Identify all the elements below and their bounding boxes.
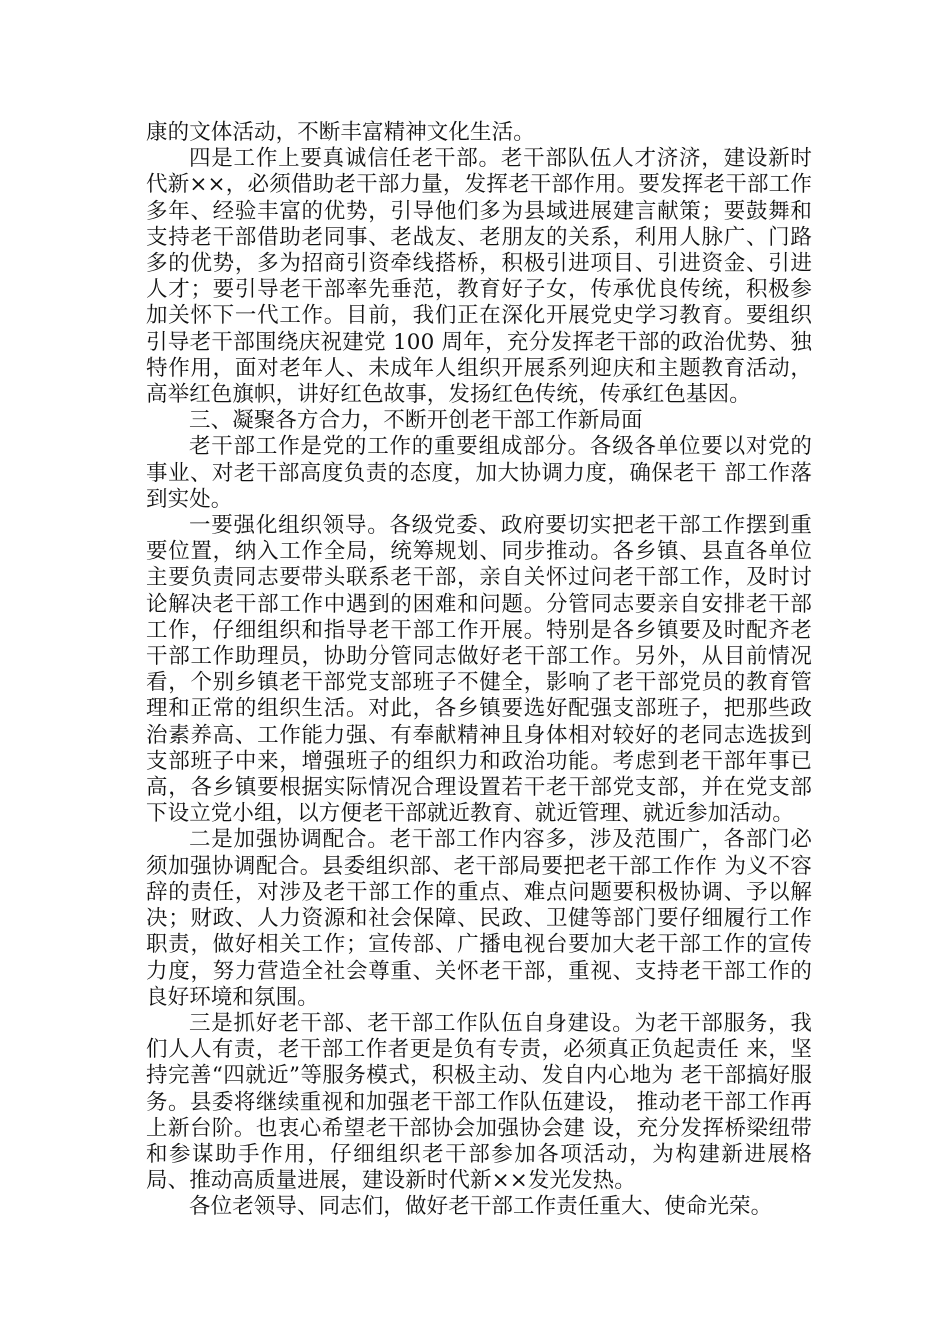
paragraph-closing: 各位老领导、同志们，做好老干部工作责任重大、使命光荣。 — [189, 1194, 773, 1220]
paragraph-coordination: 二是加强协调配合。老干部工作内容多，涉及范围广，各部门必须加强协调配合。县委组织部、老干部局要把老干部工作作 为义不容辞的责任，对涉及老干部工作的重点、难点问题要积极协调、予以解决；财政、人力资源和社会保障、民政、卫健等部门要仔细履行工作职责，做好相关工作；宣传部、广播电视台要加大老干部工作的宣传力度，努力营造全社会尊重、关怀老干部，重视、支持老干部工作的良好环境和氛围。 — [146, 827, 812, 1010]
document-body — [146, 120, 812, 1221]
paragraph-strengthen-leadership: 一要强化组织领导。各级党委、政府要切实把老干部工作摆到重要位置，纳入工作全局，统筹规划、同步推动。各乡镇、县直各单位主要负责同志要带头联系老干部，亲自关怀过问老干部工作，及时讨论解决老干部工作中遇到的困难和问题。分管同志要亲自安排老干部工作，仔细组织和指导老干部工作开展。特别是各乡镇要及时配齐老干部工作助理员，协助分管同志做好老干部工作。另外，从目前情况看，个别乡镇老干部党支部班子不健全，影响了老干部党员的教育管理和正常的组织生活。对此，各乡镇要选好配强支部班子，把那些政治素养高、工作能力强、有奉献精神且身体相对较好的老同志选拔到支部班子中来，增强班子的组织力和政治功能。考虑到老干部年事已高，各乡镇要根据实际情况合理设置若干老干部党支部，并在党支部下设立党小组，以方便老干部就近教育、就近管理、就近参加活动。 — [146, 513, 812, 827]
paragraph-team-building: 三是抓好老干部、老干部工作队伍自身建设。为老干部服务，我们人人有责，老干部工作者更是负有专责，必须真正负起责任 来，坚持完善“四就近”等服务模式，积极主动、发自内心地为 老干部搞好服务。县委将继续重视和加强老干部工作队伍建设， 推动老干部工作再上新台阶。也衷心希望老干部协会加强协会建 设，充分发挥桥梁纽带和参谋助手作用，仔细组织老干部参加各项活动，为构建新进展格局、推动高质量进展，建设新时代新××发光发热。 — [146, 1010, 812, 1194]
paragraph-trust-veteran-cadres: 四是工作上要真诚信任老干部。老干部队伍人才济济，建设新时代新××，必须借助老干部力量，发挥老干部作用。要发挥老干部工作多年、经验丰富的优势，引导他们多为县域进展建言献策；要鼓舞和支持老干部借助老同事、老战友、老朋友的关系，利用人脉广、门路多的优势，多为招商引资牵线搭桥，积极引进项目、引进资金、引进人才；要引导老干部率先垂范，教育好子女，传承优良传统，积极参加关怀下一代工作。目前，我们正在深化开展党史学习教育。要组织引导老干部围绕庆祝建党 100 周年，充分发挥老干部的政治优势、独特作用，面对老年人、未成年人组织开展系列迎庆和主题教育活动，高举红色旗帜，讲好红色故事，发扬红色传统，传承红色基因。 — [146, 146, 812, 408]
section-heading-three: 三、凝聚各方合力，不断开创老干部工作新局面 — [189, 408, 643, 434]
paragraph-section-intro: 老干部工作是党的工作的重要组成部分。各级各单位要以对党的事业、对老干部高度负责的态度，加大协调力度，确保老干 部工作落到实处。 — [146, 434, 812, 512]
paragraph-continuation: 康的文体活动，不断丰富精神文化生活。 — [146, 120, 535, 145]
